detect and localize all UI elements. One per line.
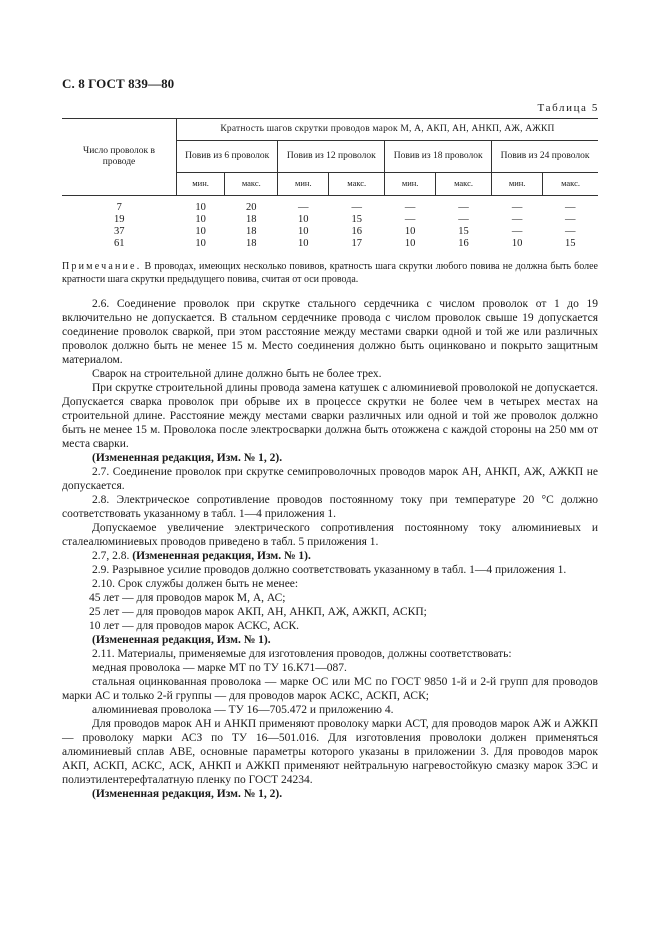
cell: 10 <box>195 202 206 213</box>
paragraph-2-9: 2.9. Разрывное усилие проводов должно соответствовать указанному в табл. 1—4 приложения 1. <box>92 564 567 576</box>
note-text: В проводах, имеющих несколько повивов, кратность шага скрутки любого повива не должна быть более кратности шага скрутки предыдущего повива, считая от оси провода. <box>62 261 598 285</box>
cell: 10 <box>404 226 416 237</box>
cell: 20 <box>246 202 257 213</box>
paragraph: медная проволока — марке МТ по ТУ 16.К71—087. <box>92 662 347 674</box>
cell: 18 <box>246 214 257 225</box>
paragraph: стальная оцинкованная проволока — марке ОС или МС по ГОСТ 9850 1-й и 2-й групп для проводов марки АС и только 2-й группы — для проводов марок АСКС, АСКП, АСК; <box>62 676 598 702</box>
list-item: 45 лет — для проводов марок М, А, АС; <box>89 592 286 604</box>
cell: — <box>511 226 523 237</box>
amendment-note: (Измененная редакция, Изм. № 1, 2). <box>92 452 283 464</box>
cell: 15 <box>565 238 576 249</box>
cell: 10 <box>298 238 309 249</box>
cell: — <box>351 202 362 213</box>
paragraph: алюминиевая проволока — ТУ 16—705.472 и приложению 4. <box>92 704 394 716</box>
paragraph-2-7: 2.7. Соединение проволок при скрутке семипроволочных проводов марок АН, АНКП, АЖ, АЖКП не допускается. <box>62 466 598 492</box>
sub-header-max: макс. <box>435 173 491 196</box>
paragraph: Для проводов марок АН и АНКП применяют проволоку марки АСТ, для проводов марок АЖ и АЖКП — проволоку марки АСЗ по ТУ 16—501.016. Для изготовления проволоки должен применяться алюминиевый сплав АВЕ, основные параметры которого указаны в приложении 3. Для проводов марок АКП, АСКП, АСКС, АСК, АНКП и АЖКП применяют нейтральную нагревостойкую смазку марок ЗЭС и полиэтилентерефталатную пленку по ГОСТ 24234. <box>62 718 598 786</box>
amendment-prefix: 2.7, 2.8. <box>92 550 133 562</box>
group-header-18: Повив из 18 проволок <box>385 141 492 173</box>
sub-header-max: макс. <box>225 173 278 196</box>
table-caption: Таблица 5 <box>537 102 599 114</box>
cell: 16 <box>351 226 362 237</box>
sub-header-min: мин. <box>492 173 543 196</box>
row-header: Число проволок в проводе <box>62 119 177 196</box>
twist-ratio-table <box>62 118 598 250</box>
cell: 10 <box>195 226 206 237</box>
wire-count: 37 <box>114 226 125 237</box>
cell: — <box>565 202 576 213</box>
cell: — <box>511 202 523 213</box>
cell: 10 <box>511 238 523 249</box>
cell: — <box>458 214 469 225</box>
cell: 10 <box>195 238 206 249</box>
amendment-note: (Измененная редакция, Изм. № 1). <box>132 550 311 562</box>
amendment-note: (Измененная редакция, Изм. № 1, 2). <box>92 788 283 800</box>
paragraph: Сварок на строительной длине должно быть не более трех. <box>92 368 382 380</box>
wire-count: 61 <box>114 238 125 249</box>
table-row <box>62 214 598 226</box>
page-header: С. 8 ГОСТ 839—80 <box>62 76 175 91</box>
cell: — <box>511 214 523 225</box>
cell: 18 <box>246 226 257 237</box>
paragraph-2-10: 2.10. Срок службы должен быть не менее: <box>92 578 299 590</box>
group-header-24: Повив из 24 проволок <box>492 141 598 173</box>
paragraph: При скрутке строительной длины провода замена катушек с алюминиевой проволокой не допускается. Допускается сварка проволок при обрыве их в процессе скрутки не более чем в четырех местах на строительной длине. Расстояние между местами сварки различных или одной и той же проволок должно быть не менее 15 м. Проволока после электросварки должна быть отожжена с каждой стороны на 250 мм от места сварки. <box>62 382 598 450</box>
table-row <box>62 226 598 238</box>
cell: 10 <box>404 238 416 249</box>
cell: — <box>458 202 469 213</box>
sub-header-min: мин. <box>385 173 436 196</box>
sub-header-min: мин. <box>177 173 225 196</box>
table-row <box>62 238 598 250</box>
wire-count: 7 <box>116 202 122 213</box>
paragraph: Допускаемое увеличение электрического сопротивления постоянному току алюминиевых и сталеалюминиевых проводов приведено в табл. 5 приложения 1. <box>62 522 598 548</box>
cell: 10 <box>195 214 206 225</box>
amendment-2-7-2-8 <box>62 549 598 563</box>
list-item: 10 лет — для проводов марок АСКС, АСК. <box>89 620 299 632</box>
paragraph-2-11: 2.11. Материалы, применяемые для изготовления проводов, должны соответствовать: <box>92 648 512 660</box>
cell: — <box>565 226 576 237</box>
cell: — <box>298 202 309 213</box>
sub-header-max: макс. <box>543 173 598 196</box>
cell: 10 <box>298 226 309 237</box>
cell: — <box>404 214 416 225</box>
paragraph-2-8: 2.8. Электрическое сопротивление проводов постоянному току при температуре 20 °С должно соответствовать указанному в табл. 1—4 приложения 1. <box>62 494 598 520</box>
cell: 10 <box>298 214 309 225</box>
sub-header-max: макс. <box>329 173 385 196</box>
main-header: Кратность шагов скрутки проводов марок М, А, АКП, АН, АНКП, АЖ, АЖКП <box>177 119 599 141</box>
cell: 18 <box>246 238 257 249</box>
list-item: 25 лет — для проводов марок АКП, АН, АНКП, АЖ, АЖКП, АСКП; <box>89 606 427 618</box>
group-header-6: Повив из 6 проволок <box>177 141 278 173</box>
cell: — <box>404 202 416 213</box>
cell: 17 <box>351 238 362 249</box>
group-header-12: Повив из 12 проволок <box>278 141 385 173</box>
paragraph-2-6: 2.6. Соединение проволок при скрутке стального сердечника с числом проволок от 1 до 19 включительно не допускается. В стальном сердечнике провода с числом проволок свыше 19 допускается соединение проволок сваркой, при этом расстояние между местами сварки одной и той же или различных проволок должно быть не менее 15 м. Место соединения должно быть оцинковано и покрыто защитным материалом. <box>62 298 598 366</box>
table-note <box>62 260 598 286</box>
sub-header-min: мин. <box>278 173 329 196</box>
amendment-note: (Измененная редакция, Изм. № 1). <box>92 634 271 646</box>
wire-count: 19 <box>114 214 125 225</box>
note-label: Примечание. <box>62 261 142 272</box>
cell: 16 <box>458 238 469 249</box>
table-row <box>62 196 598 215</box>
cell: 15 <box>458 226 469 237</box>
cell: 15 <box>351 214 362 225</box>
body-text <box>62 297 598 801</box>
cell: — <box>565 214 576 225</box>
